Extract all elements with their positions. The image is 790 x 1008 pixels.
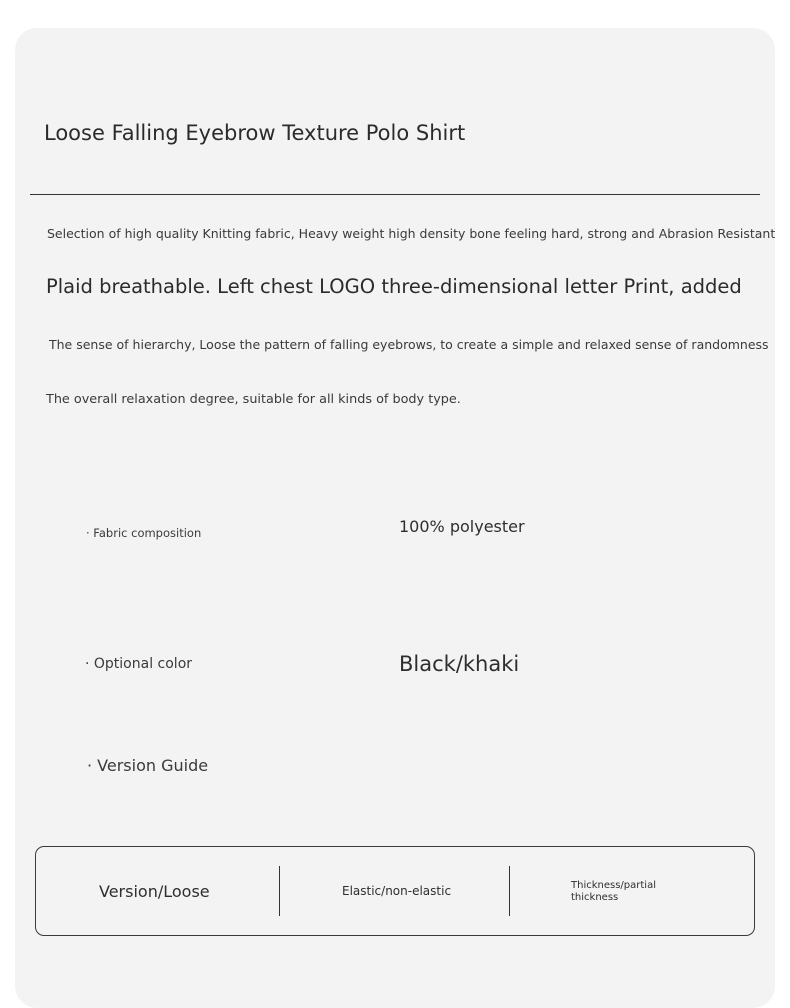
thickness-cell: Thickness/partial thickness (571, 880, 656, 903)
fabric-composition-value: 100% polyester (399, 517, 525, 536)
version-guide-label: · Version Guide (87, 756, 209, 775)
description-line-4: The overall relaxation degree, suitable for all kinds of body type. (46, 392, 461, 407)
fit-cell: Version/Loose (99, 882, 210, 901)
optional-color-label: · Optional color (85, 656, 193, 672)
product-title: Loose Falling Eyebrow Texture Polo Shirt (44, 121, 466, 145)
version-guide-table (35, 846, 755, 936)
description-line-2: Plaid breathable. Left chest LOGO three-dimensional letter Print, added (46, 275, 742, 298)
optional-color-value: Black/khaki (399, 652, 520, 676)
description-line-1: Selection of high quality Knitting fabric, Heavy weight high density bone feeling hard, strong and Abrasion Resistant (47, 226, 776, 241)
elasticity-cell: Elastic/non-elastic (342, 884, 452, 898)
title-divider (30, 194, 760, 195)
fabric-composition-label: · Fabric composition (86, 526, 202, 540)
description-line-3: The sense of hierarchy, Loose the pattern of falling eyebrows, to create a simple and relaxed sense of randomness (49, 337, 769, 352)
table-separator (509, 866, 510, 916)
table-separator (279, 866, 280, 916)
